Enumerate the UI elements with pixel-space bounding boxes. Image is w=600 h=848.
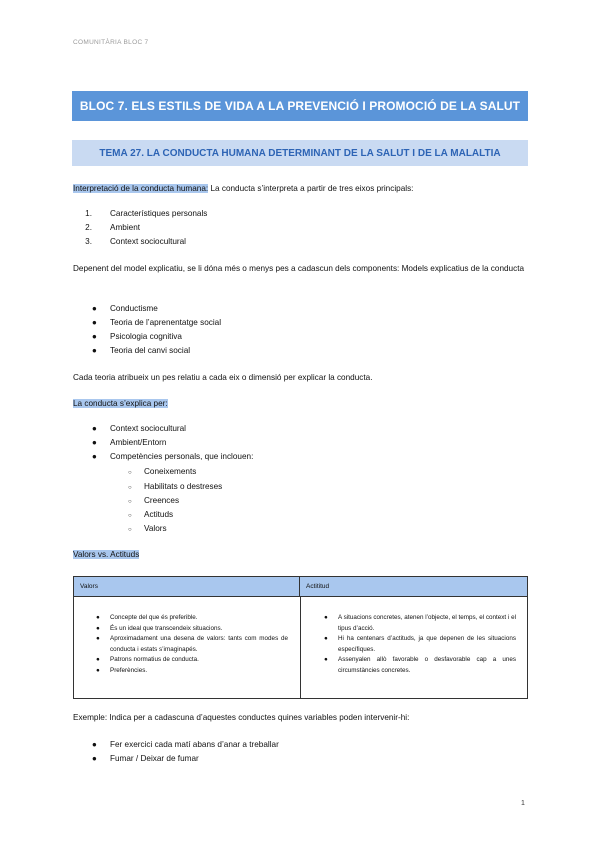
list-item-label: Habilitats o destreses [144, 482, 223, 491]
table-cell-item [92, 624, 288, 635]
values-attitudes-table [73, 576, 528, 699]
interpretation-highlight: Interpretació de la conducta humana: [73, 184, 209, 193]
bullet-icon: ● [92, 332, 97, 341]
cell-text: Aproximadament una desena de valors: tants com modes de conducta i estats s’imaginapés. [110, 635, 288, 653]
table-cell-item [320, 634, 516, 655]
bullet-icon: ● [92, 346, 97, 355]
cell-text: Preferències. [110, 666, 148, 674]
cell-text: Assenyalen allò favorable o desfavorable cap a unes circumstàncies concretes. [338, 656, 516, 674]
bullet-icon: ● [92, 740, 97, 749]
list-item-label: Context sociocultural [110, 424, 186, 433]
bullet-icon: ● [92, 438, 97, 447]
bullet-icon: ● [324, 656, 328, 663]
table-cell-item [92, 655, 288, 666]
circle-bullet-icon: ○ [128, 527, 132, 533]
list-number: 3. [85, 237, 92, 246]
example-prompt: Exemple: Indica per a cadascuna d’aquestes conductes quines variables poden intervenir-hi: [73, 713, 410, 722]
list-item-label: Conductisme [110, 304, 158, 313]
bullet-icon: ● [96, 656, 100, 663]
values-vs-attitudes-paragraph [73, 548, 529, 562]
bloc-title-banner: BLOC 7. ELS ESTILS DE VIDA A LA PREVENCIÓ I PROMOCIÓ DE LA SALUT [72, 91, 528, 121]
bullet-icon: ● [96, 635, 100, 642]
cell-text: A situacions concretes, atenen l’objecte, el temps, el context i el tipus d’acció. [338, 614, 516, 632]
bullet-icon: ● [96, 624, 100, 632]
cell-text: Hi ha centenars d’actituds, ja que depenen de les situacions específiques. [338, 635, 516, 653]
list-item-label: Teoria de l’aprenentatge social [110, 318, 222, 327]
table-cell-item [92, 634, 288, 655]
cell-text: És un ideal que transcendeix situacions. [110, 624, 223, 632]
circle-bullet-icon: ○ [128, 485, 132, 491]
values-vs-attitudes-heading: Valors vs. Actituds [73, 550, 140, 559]
cell-text: Patrons normatius de conducta. [110, 656, 199, 663]
list-item-label: Fumar / Deixar de fumar [110, 754, 199, 763]
list-item-label: Teoria del canvi social [110, 346, 191, 355]
bullet-icon: ● [96, 614, 100, 621]
values-cell [92, 613, 288, 676]
bullet-icon: ● [92, 424, 97, 433]
list-item-label: Actituds [144, 510, 174, 519]
list-item-label: Ambient [110, 223, 141, 232]
list-item-label: Creences [144, 496, 180, 505]
cell-text: Concepte del que és preferible. [110, 614, 198, 621]
circle-bullet-icon: ○ [128, 513, 132, 519]
theory-closing: Cada teoria atribueix un pes relatiu a cada eix o dimensió per explicar la conducta. [73, 373, 373, 382]
table-cell-item [320, 613, 516, 634]
list-item-label: Psicologia cognitiva [110, 332, 182, 341]
table-cell-item [320, 655, 516, 676]
circle-bullet-icon: ○ [128, 499, 132, 505]
list-item-label: Competències personals, que inclouen: [110, 452, 254, 461]
explained-by-paragraph [73, 397, 529, 411]
list-item-label: Fer exercici cada matí abans d’anar a treballar [110, 740, 279, 749]
list-item-label: Valors [144, 524, 167, 533]
table-header-values: Valors [74, 577, 300, 597]
interpretation-text: La conducta s’interpreta a partir de tres eixos principals: [208, 184, 414, 193]
column-divider [300, 597, 301, 698]
models-paragraph: Depenent del model explicatiu, se li dóna més o menys pes a cadascun dels components: Models explicatius de la conducta [73, 264, 525, 273]
circle-bullet-icon: ○ [128, 470, 132, 476]
bullet-icon: ● [92, 754, 97, 763]
table-cell-item [92, 666, 288, 677]
list-item-label: Context sociocultural [110, 237, 186, 246]
running-header: COMUNITÀRIA BLOC 7 [73, 39, 149, 46]
bullet-icon: ● [92, 318, 97, 327]
list-number: 2. [85, 223, 92, 232]
bullet-icon: ● [92, 452, 97, 461]
list-number: 1. [85, 209, 92, 218]
table-cell-item [92, 613, 288, 624]
list-item-label: Coneixements [144, 467, 197, 476]
page-number: 1 [521, 800, 525, 807]
explained-by-heading: La conducta s’explica per: [73, 399, 168, 408]
interpretation-paragraph [73, 182, 529, 196]
bullet-icon: ● [324, 635, 328, 642]
bullet-icon: ● [92, 304, 97, 313]
list-item-label: Ambient/Entorn [110, 438, 167, 447]
table-header-attitude: Actititud [300, 577, 527, 597]
tema-title-banner: TEMA 27. LA CONDUCTA HUMANA DETERMINANT DE LA SALUT I DE LA MALALTIA [72, 140, 528, 166]
bullet-icon: ● [96, 666, 100, 674]
attitudes-cell [320, 613, 516, 676]
list-item-label: Característiques personals [110, 209, 208, 218]
bullet-icon: ● [324, 614, 328, 621]
